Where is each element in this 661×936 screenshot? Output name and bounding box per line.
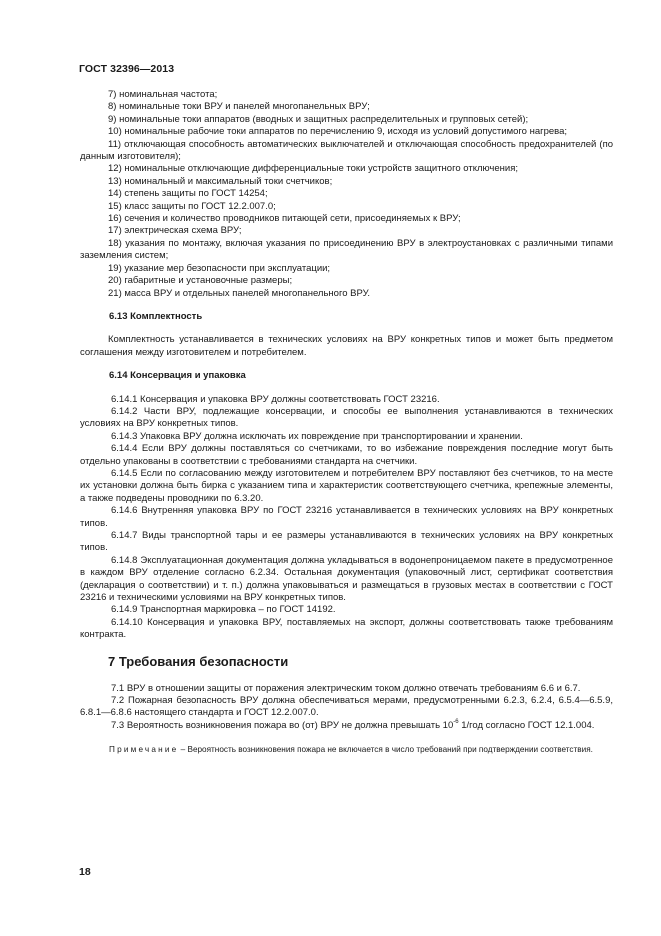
list-item-17: 17) электрическая схема ВРУ; xyxy=(108,225,242,237)
clause-6-14-8: 6.14.8 Эксплуатационная документация должна укладываться в водонепроницаемом пакете в предусмотренное в каждом ВРУ отделение согласно 6.2.34. Остальная документация (упаковочный лист, сертификат соответствия (декларация о соответствии) и т. п.) должна упаковываться и размещаться в грузовых местах в соответствии с ГОСТ 23216 и техническими условиями на ВРУ конкретных типов. xyxy=(80,554,613,604)
list-item-11: 11) отключающая способность автоматических выключателей и отключающая способность предохранителей (по данным изготовителя); xyxy=(80,138,613,163)
note-text: – Вероятность возникновения пожара не включается в число требований при подтверждении соответствия. xyxy=(178,745,593,755)
standard-header: ГОСТ 32396—2013 xyxy=(79,63,175,75)
clause-6-14-1: 6.14.1 Консервация и упаковка ВРУ должны соответствовать ГОСТ 23216. xyxy=(111,393,440,405)
section-6-13-text: Комплектность устанавливается в технических условиях на ВРУ конкретных типов и может быть предметом соглашения между изготовителем и потребителем. xyxy=(80,334,613,358)
list-item-18: 18) указания по монтажу, включая указания по присоединению ВРУ в электроустановках с различными типами заземления систем; xyxy=(80,237,613,262)
section-6-14-heading: 6.14 Консервация и упаковка xyxy=(109,370,246,382)
list-item-10: 10) номинальные рабочие токи аппаратов по перечислению 9, исходя из условий допустимого нагрева; xyxy=(108,126,568,138)
note xyxy=(80,744,613,755)
list-item-12: 12) номинальные отключающие дифференциальные токи устройств защитного отключения; xyxy=(108,163,518,175)
list-item-14: 14) степень защиты по ГОСТ 14254; xyxy=(108,188,268,200)
clause-6-14-6: 6.14.6 Внутренняя упаковка ВРУ по ГОСТ 23216 устанавливается в технических условиях на ВРУ конкретных типов. xyxy=(80,505,613,529)
note-label: Примечание xyxy=(109,745,179,755)
clause-7-2: 7.2 Пожарная безопасность ВРУ должна обеспечиваться мерами, предусмотренными 6.2.3, 6.2.4, 6.5.4—6.5.9, 6.8.1—6.8.6 настоящего стандарта и ГОСТ 12.2.007.0. xyxy=(80,695,613,719)
clause-6-14-10: 6.14.10 Консервация и упаковка ВРУ, поставляемых на экспорт, должны соответствовать также требованиям контракта. xyxy=(80,616,613,641)
page-number: 18 xyxy=(79,866,91,878)
clause-6-14-7: 6.14.7 Виды транспортной тары и ее размеры устанавливаются в технических условиях на ВРУ конкретных типов. xyxy=(80,530,613,554)
list-item-16: 16) сечения и количество проводников питающей сети, присоединяемых к ВРУ; xyxy=(108,213,461,225)
list-item-8: 8) номинальные токи ВРУ и панелей многопанельных ВРУ; xyxy=(108,101,370,113)
clause-7-3-exponent: -6 xyxy=(453,718,459,725)
clause-6-14-4: 6.14.4 Если ВРУ должны поставляться со счетчиками, то во избежание повреждения последние могут быть отдельно упакованы в соответствии с требованиями стандарта на счетчики. xyxy=(80,443,613,467)
list-item-20: 20) габаритные и установочные размеры; xyxy=(108,275,293,287)
clause-6-14-3: 6.14.3 Упаковка ВРУ должна исключать их повреждение при транспортировании и хранении. xyxy=(111,430,523,442)
clause-7-3 xyxy=(80,720,613,732)
list-item-9: 9) номинальные токи аппаратов (вводных и защитных распределительных и групповых сетей); xyxy=(108,113,529,125)
clause-7-3-unit: 1/год согласно ГОСТ 12.1.004. xyxy=(458,719,595,731)
clause-7-3-text: 7.3 Вероятность возникновения пожара во (от) ВРУ не должна превышать 10 xyxy=(111,719,454,731)
list-item-21: 21) масса ВРУ и отдельных панелей многопанельного ВРУ. xyxy=(108,287,371,299)
clause-6-14-5: 6.14.5 Если по согласованию между изготовителем и потребителем ВРУ поставляют без счетчиков, то на месте их установки должна быть бирка с указанием типа и характеристик соответствующего счетчика, крепежные элементы, а также подведены проводники по 6.3.20. xyxy=(80,467,613,504)
list-item-13: 13) номинальный и максимальный токи счетчиков; xyxy=(108,175,333,187)
section-7-heading: 7 Требования безопасности xyxy=(108,653,289,669)
list-item-19: 19) указание мер безопасности при эксплуатации; xyxy=(108,262,331,274)
section-6-13-heading: 6.13 Комплектность xyxy=(109,310,203,322)
list-item-7: 7) номинальная частота; xyxy=(108,89,218,100)
clause-7-1: 7.1 ВРУ в отношении защиты от поражения электрическим током должно отвечать требованиям 6.6 и 6.7. xyxy=(111,682,581,694)
page-content xyxy=(80,89,613,755)
clause-6-14-9: 6.14.9 Транспортная маркировка – по ГОСТ 14192. xyxy=(111,604,336,616)
clause-6-14-2: 6.14.2 Части ВРУ, подлежащие консервации, и способы ее выполнения устанавливаются в технических условиях на ВРУ конкретных типов. xyxy=(80,405,613,430)
list-item-15: 15) класс защиты по ГОСТ 12.2.007.0; xyxy=(108,200,276,212)
